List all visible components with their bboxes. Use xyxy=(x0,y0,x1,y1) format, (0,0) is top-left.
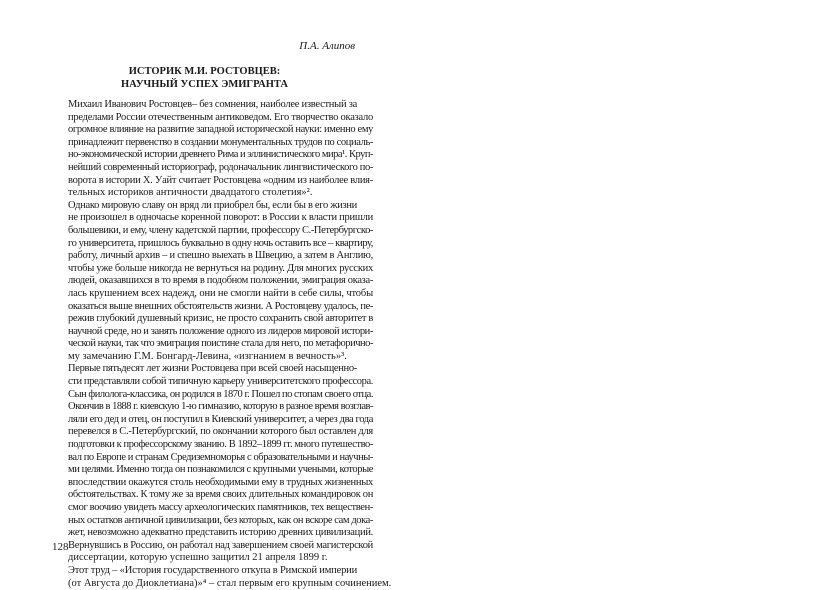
text-line: оказаться выше внешних обстоятельств жизни. А Ростовцеву удалось, пе- xyxy=(68,300,373,312)
text-line: обстоятельствах. К тому же за время своих длительных командировок он xyxy=(68,489,373,501)
article-title xyxy=(52,65,357,91)
paragraph-4 xyxy=(52,564,392,590)
paragraph-2 xyxy=(52,199,373,364)
text-line: чтобы уже больше никогда не вернуться на родину. Для многих русских xyxy=(68,262,373,274)
text-line: впоследствии окажутся столь необходимыми ему в трудных жизненных xyxy=(68,476,373,488)
text-line: го университета, пришлось буквально в одну ночь оставить все – квартиру, xyxy=(68,237,373,249)
text-line: перевелся в С.-Петербургский, по окончании которого был оставлен для xyxy=(68,426,373,438)
text-line: Первые пятьдесят лет жизни Ростовцева при всей своей насыщенно- xyxy=(68,363,357,375)
text-line: пределами России отечественным антиковедом. Его творчество оказало xyxy=(68,111,373,123)
text-line: (от Августа до Диоклетиана)»⁴ – стал первым его крупным сочинением. xyxy=(68,577,392,589)
text-line: людей, оказавшихся в то время в подобном положении, эмиграция оказа- xyxy=(68,275,373,287)
text-line: тельных историков античности двадцатого столетия»². xyxy=(68,187,313,199)
text-line: Михаил Иванович Ростовцев– без сомнения, наиболее известный за xyxy=(68,99,357,110)
text-line: лась крушением всех надежд, они не смогли найти в себе силы, чтобы xyxy=(68,287,373,299)
text-line: Этот труд – «История государственного откупа в Римской империи xyxy=(68,564,357,576)
text-line: режив глубокий душевный кризис, не просто сохранить свой авторитет в xyxy=(68,313,373,325)
text-line: научной среде, но и занять положение одного из лидеров мировой истори- xyxy=(68,325,373,337)
text-line: ных остатков античной цивилизации, без которых, как он вскоре сам дока- xyxy=(68,514,373,526)
text-line: не произошел в одночасье коренной поворот: в России к власти пришли xyxy=(68,212,373,224)
text-line: Сын филолога-классика, он родился в 1870 г. Пошел по стопам своего отца. xyxy=(68,388,373,400)
text-line: Однако мировую славу он вряд ли приобрел бы, если бы в его жизни xyxy=(68,199,357,211)
text-line: смог воочию увидеть массу археологических памятников, тех веществен- xyxy=(68,502,373,513)
text-line: Вернувшись в Россию, он работал над завершением своей магистерской xyxy=(68,539,373,551)
running-head: П.А. Алипов xyxy=(299,40,355,52)
text-line: му замечанию Г.М. Бонгард-Левина, «изгнанием в вечность»³. xyxy=(68,350,347,362)
text-line: нейший современный историограф, родоначальник лингвистического по- xyxy=(68,161,373,173)
text-line: ческой науки, так что эмиграция поистине стала для него, по метафорично- xyxy=(68,338,373,350)
title-line-1: ИСТОРИК М.И. РОСТОВЦЕВ: xyxy=(128,66,281,77)
article-body xyxy=(52,99,392,590)
text-line: большевики, и ему, члену кадетской партии, профессору С.-Петербургско- xyxy=(68,224,373,236)
paragraph-3 xyxy=(52,363,373,565)
text-line: но-экономической истории древнего Рима и эллинистического мира¹. Круп- xyxy=(68,149,373,161)
page-number: 128 xyxy=(52,541,69,553)
paragraph-1 xyxy=(52,99,373,200)
text-line: жет, невозможно адекватно представить историю древних цивилизаций. xyxy=(68,527,373,539)
text-line: работу, личный архив – и спешно выехать в Швецию, а затем в Англию, xyxy=(68,250,373,262)
text-line: ми целями. Именно тогда он познакомился с крупными учеными, которые xyxy=(68,464,373,476)
text-line: вал по Европе и странам Средиземноморья с образовательными и научны- xyxy=(68,451,373,463)
text-line: ворота в истории Х. Уайт считает Ростовцева «одним из наиболее влия- xyxy=(68,174,373,186)
text-line: принадлежит первенство в создании монументальных трудов по социаль- xyxy=(68,136,373,148)
text-line: ляли его дед и отец, он поступил в Киевский университет, а через два года xyxy=(68,413,373,425)
text-line: сти представляли собой типичную карьеру университетского профессора. xyxy=(68,376,373,388)
title-line-2: НАУЧНЫЙ УСПЕХ ЭМИГРАНТА xyxy=(121,79,288,90)
text-line: огромное влияние на развитие западной исторической науки: именно ему xyxy=(68,124,373,136)
text-line: подготовки к профессорскому званию. В 1892–1899 гг. много путешество- xyxy=(68,439,373,451)
text-line: Окончив в 1888 г. киевскую 1-ю гимназию, которую в разное время возглав- xyxy=(68,401,373,413)
text-line: диссертации, которую успешно защитил 21 апреля 1899 г. xyxy=(68,552,328,564)
